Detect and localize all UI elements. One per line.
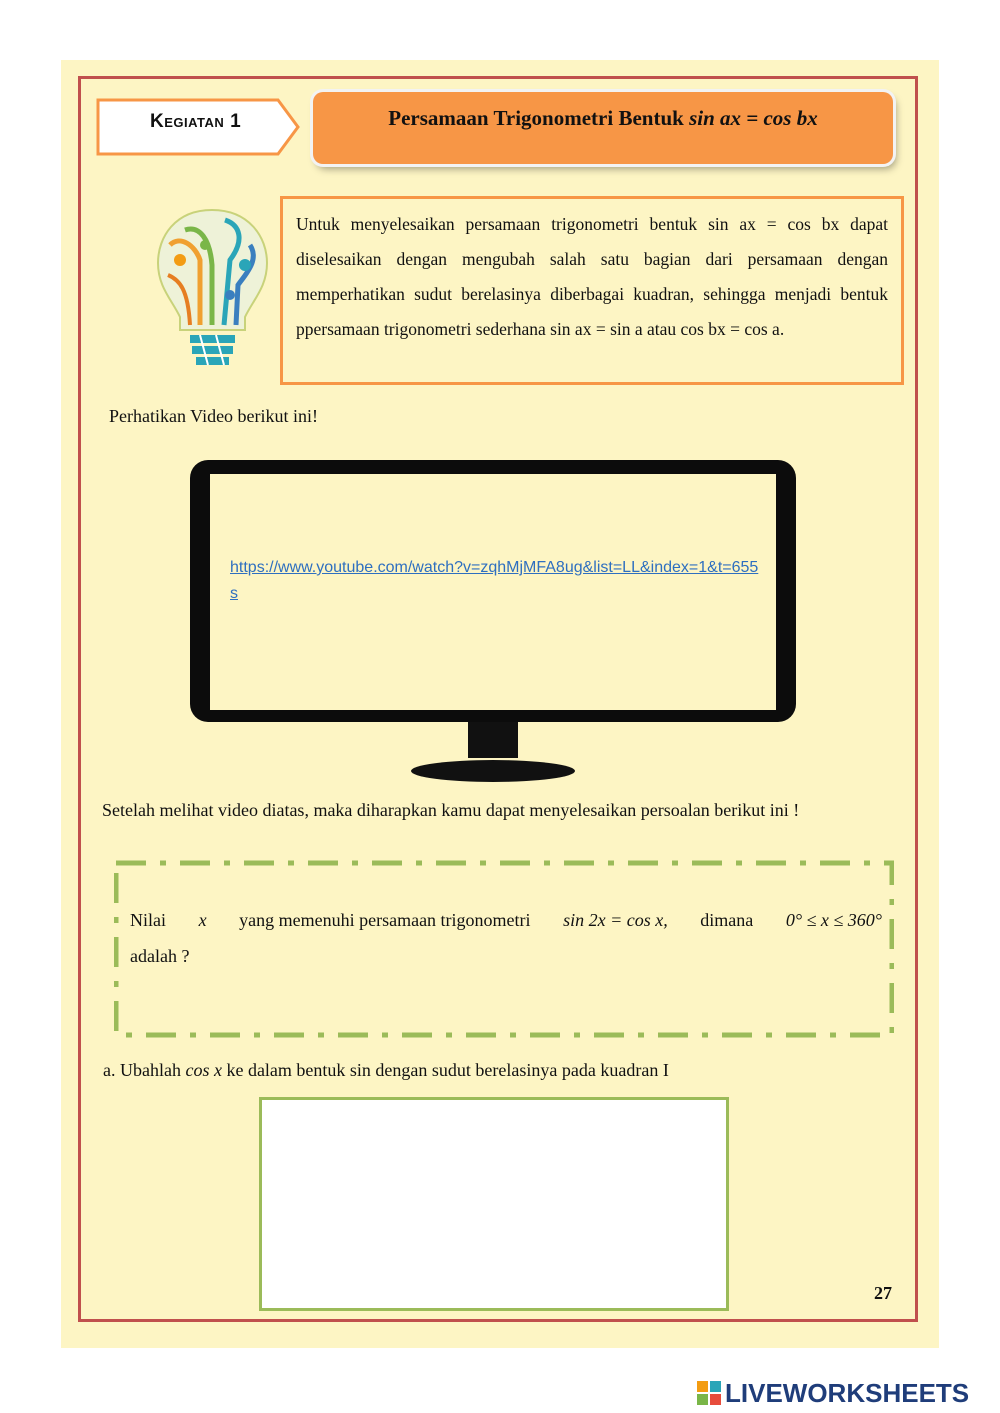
activity-title	[313, 106, 893, 131]
question-equation: sin 2x = cos x,	[563, 910, 668, 930]
activity-tag-label: Kegiatan 1	[150, 111, 242, 132]
video-link[interactable]: https://www.youtube.com/watch?v=zqhMjMFA8ug&list=LL&index=1&t=655s	[230, 559, 759, 602]
answer-input-box[interactable]	[259, 1097, 729, 1311]
question-where: dimana	[700, 910, 754, 930]
question-line-1	[130, 902, 882, 938]
step-a-prefix: a. Ubahlah	[103, 1060, 186, 1080]
activity-tag	[96, 98, 301, 156]
monitor-icon	[186, 456, 800, 786]
intro-box	[280, 196, 904, 385]
brand-name: LIVEWORKSHEETS	[725, 1377, 970, 1408]
activity-title-prefix: Persamaan Trigonometri Bentuk	[388, 106, 690, 130]
liveworksheets-logo	[697, 1378, 969, 1408]
video-prompt: Perhatikan Video berikut ini!	[109, 406, 319, 426]
activity-title-box	[313, 92, 893, 164]
step-a-suffix: ke dalam bentuk sin dengan sudut berelasinya pada kuadran I	[221, 1060, 669, 1080]
question-line-2: adalah ?	[130, 946, 190, 966]
instruction-text: Setelah melihat video diatas, maka diharapkan kamu dapat menyelesaikan persoalan berikut ini !	[102, 800, 800, 820]
intro-text: Untuk menyelesaikan persamaan trigonometri bentuk sin ax = cos bx dapat diselesaikan dengan mengubah salah satu bagian dari persamaan dengan memperhatikan sudut berelasinya diberbagai kuadran, sehingga menjadi bentuk ppersamaan trigonometri sederhana sin ax = sin a atau cos bx = cos a.	[296, 214, 888, 339]
step-a-text	[103, 1060, 669, 1081]
question-phrase: yang memenuhi persamaan trigonometri	[239, 910, 531, 930]
question-word: Nilai	[130, 910, 166, 930]
liveworksheets-logo-icon	[697, 1381, 721, 1405]
question-text	[130, 902, 882, 974]
lightbulb-icon	[150, 205, 275, 375]
page-number: 27	[874, 1283, 892, 1303]
question-range: 0° ≤ x ≤ 360°	[785, 910, 882, 930]
step-a-math: cos x	[185, 1060, 222, 1080]
activity-title-math: sin ax = cos bx	[689, 106, 818, 130]
question-variable: x	[198, 910, 207, 930]
